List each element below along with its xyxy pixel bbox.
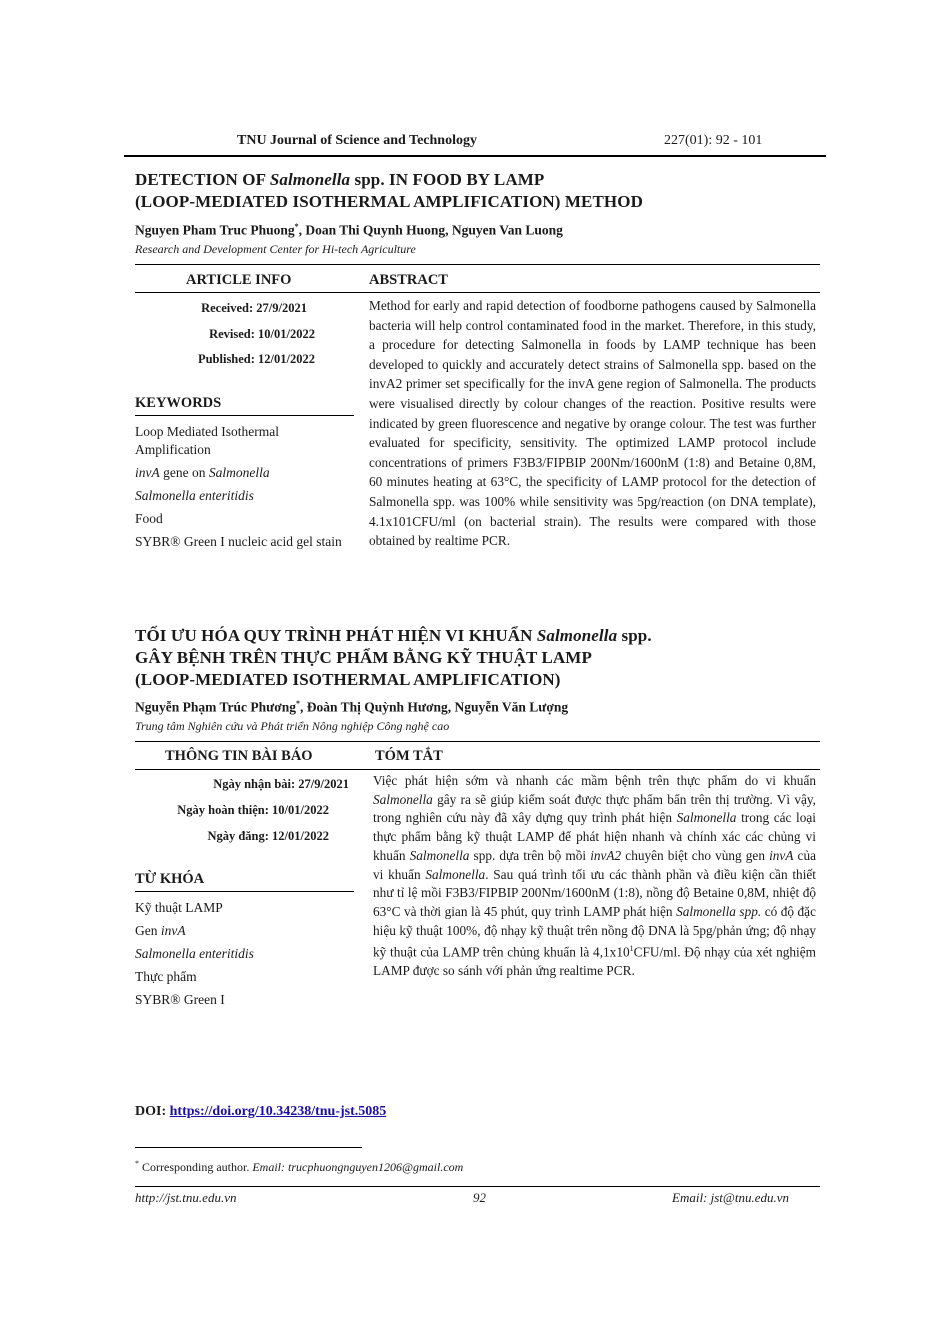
english-affiliation: Research and Development Center for Hi-tech Agriculture [135,242,416,256]
tu-khoa-rule [135,891,354,892]
vietnamese-abstract-body: Việc phát hiện sớm và nhanh các mầm bệnh trên thực phẩm do vi khuẩn Salmonella gây ra sẽ giúp kiểm soát được thực phẩm bẩn trên thị trường. Vì vậy, trong nghiên cứu này đã xây dựng quy trình phát hiện Salmonella trong các loại thực phẩm bằng kỹ thuật LAMP để phát hiện nhanh và chính xác các chủng vi khuẩn Salmonella spp. dựa trên bộ mồi invA2 chuyên biệt cho vùng gen invA của vi khuẩn Salmonella. Sau quá trình tối ưu các thành phần và điều kiện cần thiết như tỉ lệ mồi F3B3/FIPBIP 200Nm/1600nM (1:8), nồng độ Betaine 0,8M, nhiệt độ 63°C và thời gian là 45 phút, quy trình LAMP phát hiện Salmonella spp. có độ đặc hiệu kỹ thuật 100%, độ nhạy kỹ thuật trên nồng độ DNA là 5pg/phản ứng; độ nhạy kỹ thuật của LAMP trên chủng khuẩn là $4,1x10^1CFU/ml$. Độ nhạy của xét nghiệm LAMP được so sánh với phản ứng realtime PCR. [373,773,816,979]
abstract-heading: ABSTRACT [369,272,448,288]
issue-pages: 227(01): 92 - 101 [664,133,763,148]
keyword-food: Food [135,511,163,526]
keyword-lamp: Loop Mediated Isothermal Amplification [135,424,279,457]
keyword-sybr-green: SYBR® Green I nucleic acid gel stain [135,534,342,549]
tu-khoa-thuc-pham: Thực phẩm [135,969,197,984]
doi-link[interactable]: https://doi.org/10.34238/tnu-jst.5085 [169,1104,387,1119]
keyword-salmonella-enteritidis: Salmonella enteritidis [135,488,254,503]
keyword-inva-gene: invA gene on Salmonella [135,465,270,480]
ngay-nhan-bai: Ngày nhận bài: 27/9/2021 [213,777,349,791]
footnote-rule [135,1147,362,1148]
published-date: Published: 12/01/2022 [197,352,315,366]
article-info-heading: ARTICLE INFO [186,272,292,288]
keywords-rule [135,415,354,416]
revised-date: Revised: 10/01/2022 [209,327,315,341]
tu-khoa-lamp: Kỹ thuật LAMP [135,900,223,915]
english-title-line2: (LOOP-MEDIATED ISOTHERMAL AMPLIFICATION) METHOD [135,192,643,211]
journal-name: TNU Journal of Science and Technology [237,133,477,148]
footer-website: http://jst.tnu.edu.vn [135,1190,237,1205]
tu-khoa-heading: TỪ KHÓA [135,871,205,887]
vietnamese-affiliation: Trung tâm Nghiên cứu và Phát triển Nông nghiệp Công nghệ cao [135,719,450,733]
tu-khoa-salmonella-enteritidis: Salmonella enteritidis [135,946,254,961]
thong-tin-bai-bao-heading: THÔNG TIN BÀI BÁO [165,748,313,764]
received-date: Received: 27/9/2021 [201,301,307,315]
header-rule [124,155,826,157]
tu-khoa-sybr-green: SYBR® Green I [135,992,225,1007]
tu-khoa-gen-inva: Gen invA [135,923,186,938]
english-abstract-body: Method for early and rapid detection of foodborne pathogens caused by Salmonella bacteria will help control contaminated food in the market. Therefore, in this study, a procedure for detecting Salmonella in foods by LAMP technique has been developed to quickly and accurately detect strains of Salmonella spp. based on the invA2 primer set specifically for the invA gene region of Salmonella. The products were visualised directly by colour changes of the reaction. Positive results were indicated by green fluorescence and negative by orange colour. The test was further evaluated for specificity, sensitivity. The optimized LAMP protocol include concentrations of primers F3B3/FIPBIP 200Nm/1600nM (1:8) and Betaine 0,8M, 60 minutes heating at 63°C, the specificity of LAMP protocol for the detection of Salmonella spp. was 100% while sensitivity was 5pg/reaction (on DNA template), 4.1x101CFU/ml (on bacterial strain). The results were compared with those obtained by realtime PCR. [369,298,816,549]
keywords-heading: KEYWORDS [135,395,222,411]
corresponding-author-footnote: * Corresponding author. Email: trucphuongnguyen1206@gmail.com [135,1159,464,1174]
ngay-dang: Ngày đăng: 12/01/2022 [207,829,329,843]
footer-email: Email: jst@tnu.edu.vn [672,1190,790,1205]
english-authors: Nguyen Pham Truc Phuong*, Doan Thi Quynh Huong, Nguyen Van Luong [135,222,563,238]
footer-rule [135,1186,820,1187]
vietnamese-authors: Nguyễn Phạm Trúc Phương*, Đoàn Thị Quỳnh Hương, Nguyễn Văn Lượng [135,699,569,715]
english-title-line1: DETECTION OF Salmonella spp. IN FOOD BY LAMP [135,170,545,189]
vietnamese-table-header-rule [135,769,820,770]
vietnamese-title-line1: TỐI ƯU HÓA QUY TRÌNH PHÁT HIỆN VI KHUẨN Salmonella spp. [135,626,652,645]
english-table-header-rule [135,292,820,293]
vietnamese-table-top-rule [135,741,820,742]
vietnamese-title-line3: (LOOP-MEDIATED ISOTHERMAL AMPLIFICATION) [135,670,561,689]
ngay-hoan-thien: Ngày hoàn thiện: 10/01/2022 [177,803,329,817]
tom-tat-heading: TÓM TẮT [375,748,443,764]
english-table-top-rule [135,264,820,265]
footer-page-number: 92 [473,1190,486,1205]
vietnamese-title-line2: GÂY BỆNH TRÊN THỰC PHẨM BẰNG KỸ THUẬT LAMP [135,648,592,667]
doi-line: DOI: https://doi.org/10.34238/tnu-jst.5085 [135,1104,387,1119]
